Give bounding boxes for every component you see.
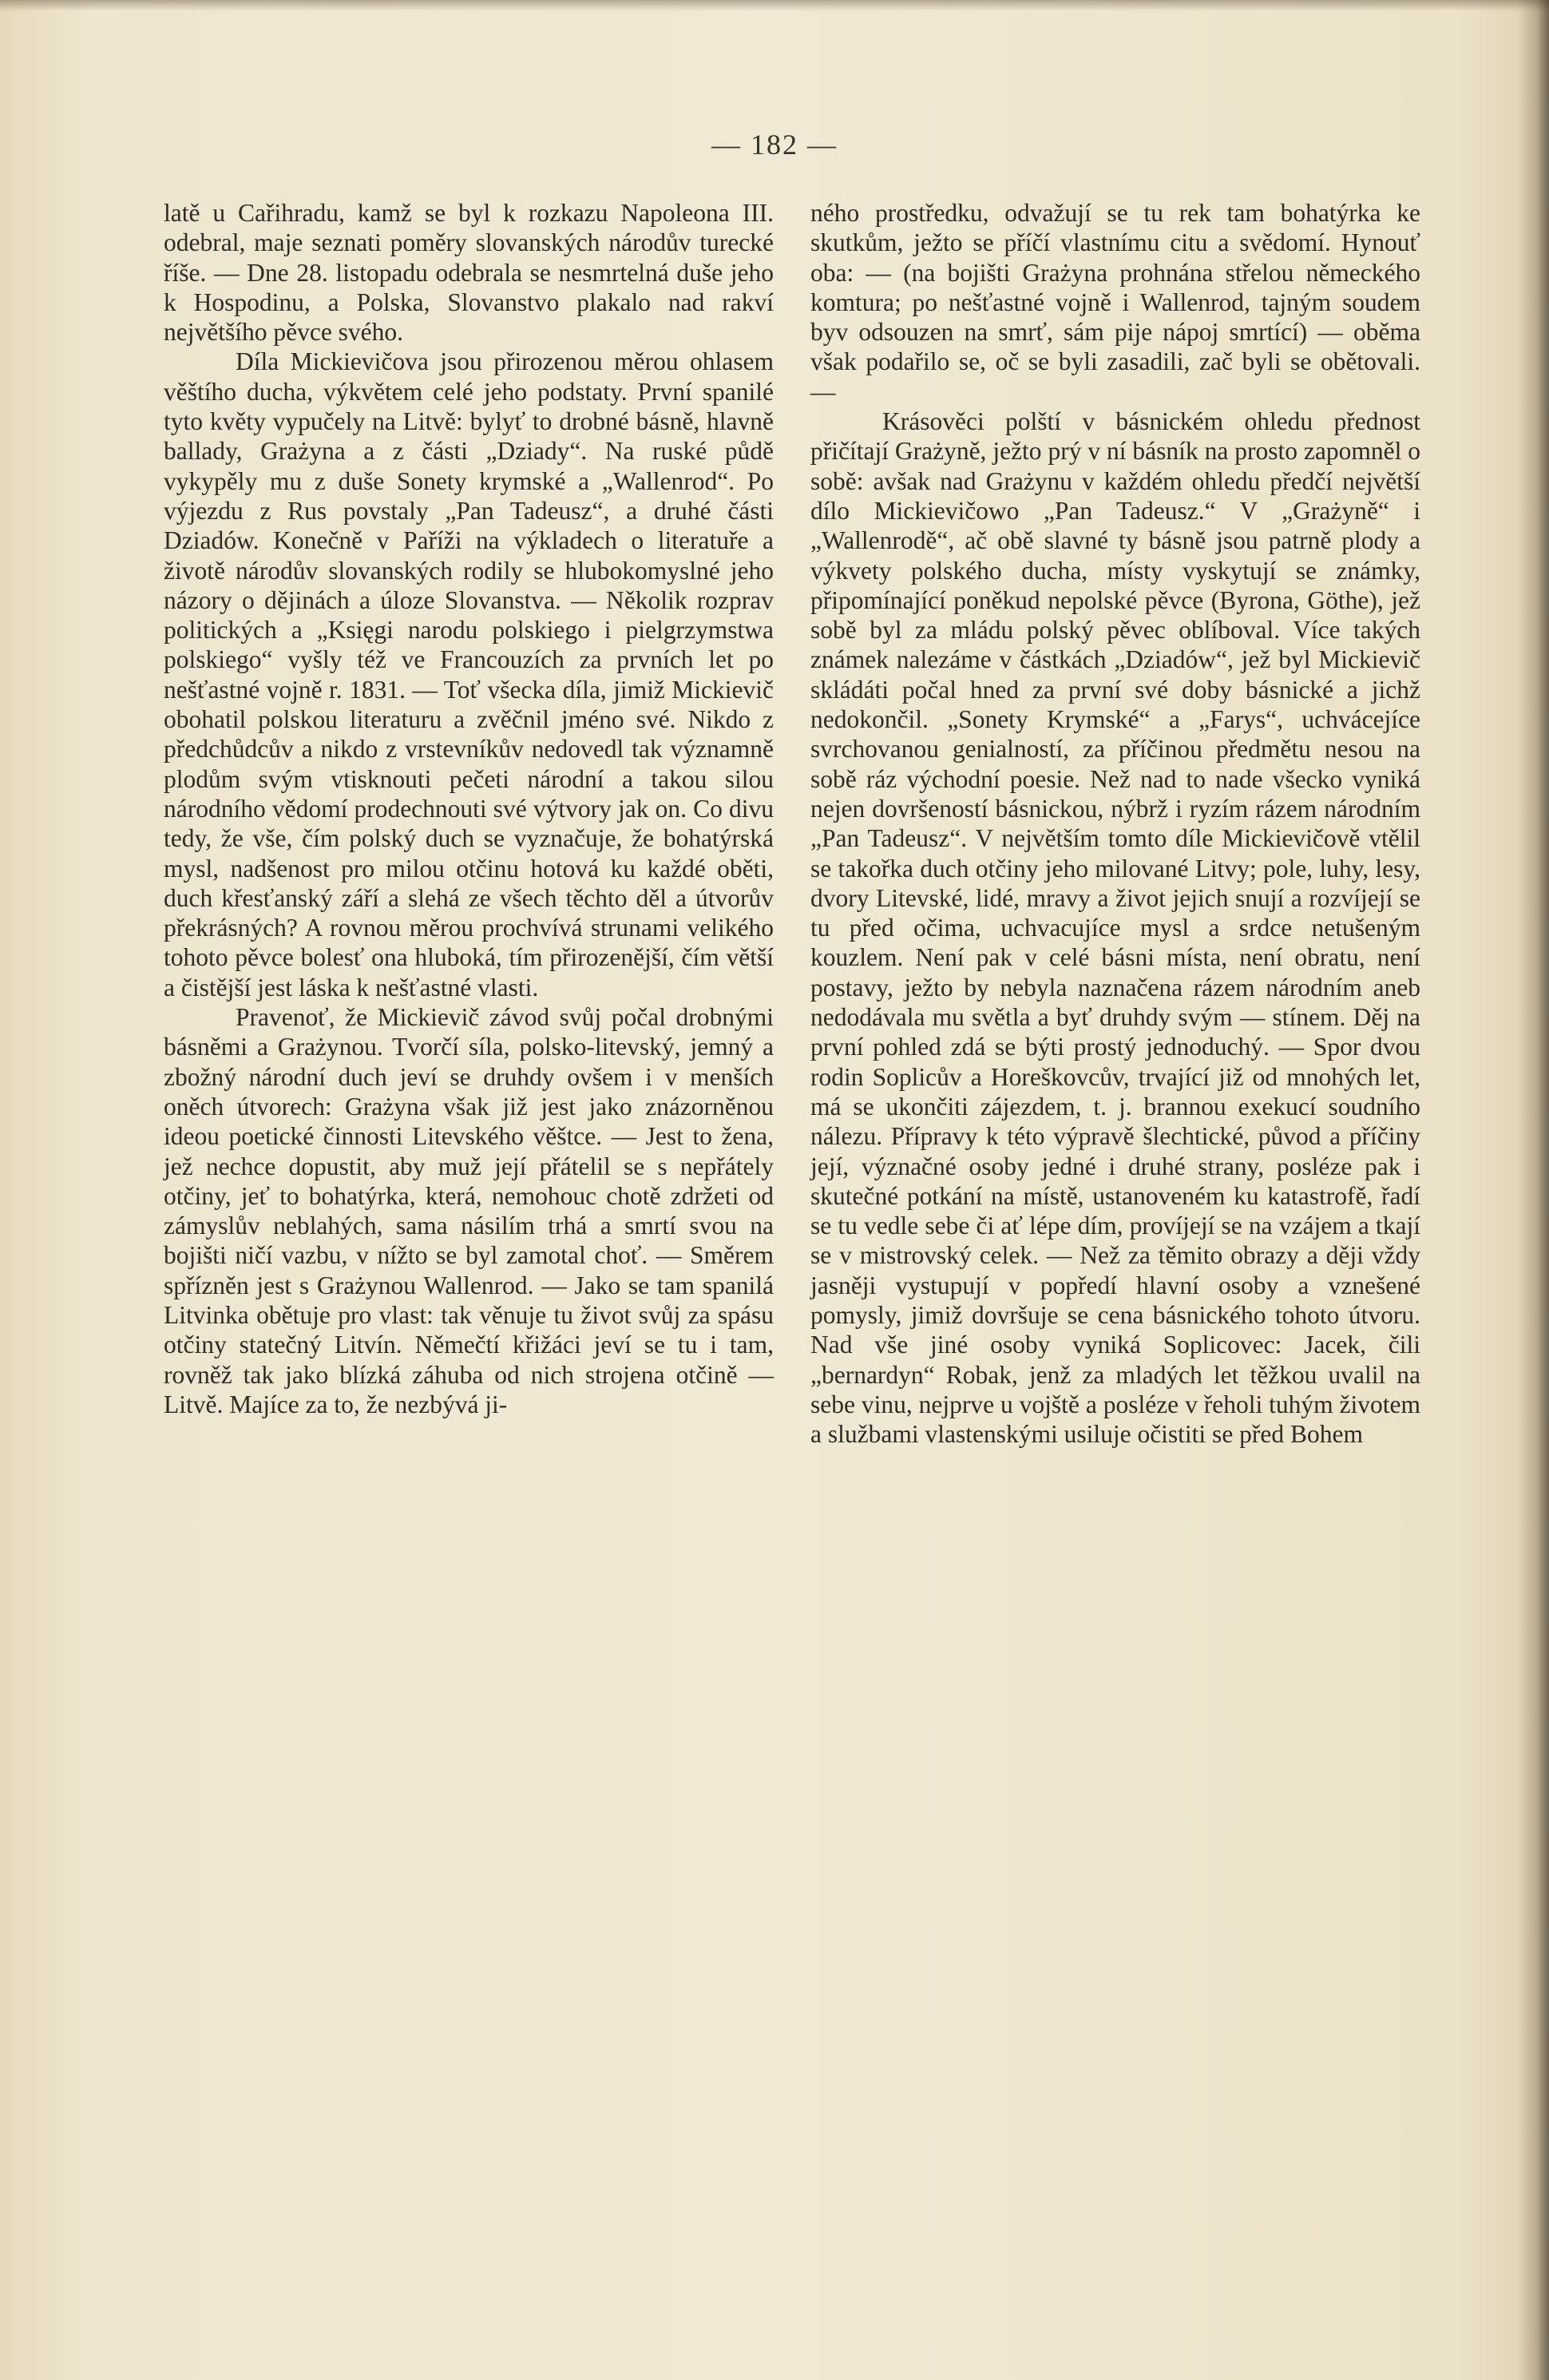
- left-paragraph-3: Pravenoť, že Mickievič závod svůj počal drobnými básněmi a Grażynou. Tvorčí síla, polsko-litevský, jemný a zbožný národní duch jeví se druhdy ovšem i v menších oněch útvorech: Grażyna však již jest jako znázorněnou ideou poetické činnosti Litevského věštce. — Jest to žena, jež nechce dopustit, aby muž její přátelil se s nepřátely otčiny, jeť to bohatýrka, která, nemohouc chotě zdržeti od zámyslův neblahých, sama násilím trhá a smrtí svou na bojišti ničí vazbu, v nížto se byl zamotal choť. — Směrem spřízněn jest s Grażynou Wallenrod. — Jako se tam spanilá Litvinka obětuje pro vlast: tak věnuje tu život svůj za spásu otčiny statečný Litvín. Němečtí křižáci jeví se tu i tam, rovněž tak jako blízká záhuba od nich strojena otčině — Litvě. Majíce za to, že nezbývá ji-: [164, 1003, 774, 1418]
- left-column: [164, 198, 774, 1419]
- right-column: [810, 198, 1420, 1449]
- page-top-shadow: [0, 0, 1549, 11]
- page-number: — 182 —: [711, 129, 838, 161]
- left-paragraph-2: Díla Mickievičova jsou přirozenou měrou ohlasem věštího ducha, výkvětem celé jeho podstaty. První spanilé tyto květy vypučely na Litvě: bylyť to drobné básně, hlavně ballady, Grażyna a z části „Dziady“. Na ruské půdě vykypěly mu z duše Sonety krymské a „Wallenrod“. Po výjezdu z Rus povstaly „Pan Tadeusz“, a druhé části Dziadów. Konečně v Paříži na výkladech o literatuře a životě národův slovanských rodily se hlubokomyslné jeho názory o dějinách a úloze Slovanstva. — Několik rozprav politických a „Księgi narodu polskiego i pielgrzymstwa polskiego“ vyšly též ve Francouzích za prvních let po nešťastné vojně r. 1831. — Toť všecka díla, jimiž Mickievič obohatil polskou literaturu a zvěčnil jméno své. Nikdo z předchůdcův a nikdo z vrstevníkův nedovedl tak významně plodům svým vtisknouti pečeti národní a takou silou národního vědomí prodechnouti své výtvory jak on. Co divu tedy, že vše, čím polský duch se vyznačuje, že bohatýrská mysl, nadšenost pro milou otčinu hotová ku každé oběti, duch křesťanský září a slehá ze všech těchto děl a útvorův překrásných? A rovnou měrou prochvívá strunami velikého tohoto pěvce bolesť ona hluboká, tím přirozenější, čím větší a čistější jest láska k nešťastné vlasti.: [164, 347, 774, 1002]
- page-binding-shadow: [1517, 0, 1549, 2380]
- right-paragraph-2: Krásověci polští v básnickém ohledu přednost přičítají Grażyně, ježto prý v ní básník na prosto zapomněl o sobě: avšak nad Grażynu v každém ohledu předčí největší dílo Mickievičowo „Pan Tadeusz.“ V „Grażyně“ i „Wallenrodě“, ač obě slavné ty básně jsou patrně plody a výkvety polského ducha, místy vyskytují se známky, připomínající poněkud nepolské pěvce (Byrona, Göthe), jež sobě byl za mládu polský pěvec oblíboval. Více takých známek nalezáme v částkách „Dziadów“, jež byl Mickievič skládáti počal hned za první své doby básnické a jichž nedokončil. „Sonety Krymské“ a „Farys“, uchvácejíce svrchovanou genialností, za příčinou předmětu nesou na sobě ráz východní poesie. Než nad to nade všecko vyniká nejen dovršeností básnickou, nýbrž i ryzím rázem národním „Pan Tadeusz“. V největším tomto díle Mickievičově vtělil se takořka duch otčiny jeho milované Litvy; pole, luhy, lesy, dvory Litevské, lidé, mravy a život jejich snují a rozvíjejí se tu před očima, uchvacujíce mysl a srdce netušeným kouzlem. Není pak v celé básni místa, není obratu, není postavy, ježto by nebyla naznačena rázem národním aneb nedodávala mu světla a byť druhdy svým — stínem. Děj na první pohled zdá se býti prostý jednoduchý. — Spor dvou rodin Soplicův a Horeškovcův, trvající již od mnohých let, má se ukončiti zájezdem, t. j. brannou exekucí soudního nálezu. Přípravy k této výpravě šlechtické, původ a příčiny její, význačné osoby jedné i druhé strany, posléze pak i skutečné potkání na místě, ustanoveném ku katastrofě, řadí se tu vedle sebe či ať lépe dím, províjejí se na vzájem a tkají se v mistrovský celek. — Než za těmito obrazy a ději vždy jasněji vystupují v popředí hlavní osoby a vznešené pomysly, jimiž dovršuje se cena básnického tohoto útvoru. Nad vše jiné osoby vyniká Soplicovec: Jacek, čili „bernardyn“ Robak, jenž za mladých let těžkou uvalil na sebe vinu, nejprve u vojště a posléze v řeholi tuhým životem a službami vlastenskými usiluje očistiti se před Bohem: [810, 407, 1420, 1449]
- left-paragraph-1: latě u Cařihradu, kamž se byl k rozkazu Napoleona III. odebral, maje seznati poměry slovanských národův turecké říše. — Dne 28. listopadu odebrala se nesmrtelná duše jeho k Hospodinu, a Polska, Slovanstvo plakalo nad rakví největšího pěvce svého.: [164, 199, 774, 347]
- right-paragraph-1: ného prostředku, odvažují se tu rek tam bohatýrka ke skutkům, ježto se příčí vlastnímu citu a svědomí. Hynouť oba: — (na bojišti Grażyna prohnána střelou německého komtura; po nešťastné vojně i Wallenrod, tajným soudem byv odsouzen na smrť, sám pije nápoj smrtící) — oběma však podařilo se, oč se byli zasadili, zač byli se obětovali. —: [810, 199, 1420, 406]
